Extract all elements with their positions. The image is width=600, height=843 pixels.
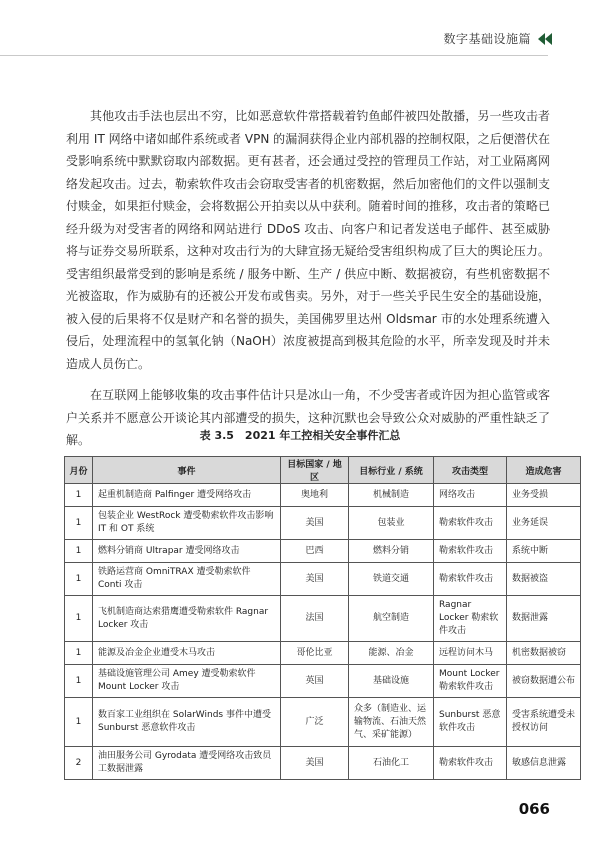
event-cell: 铁路运营商 OmniTRAX 遭受勒索软件 Conti 攻击 bbox=[93, 563, 281, 596]
double-chevron-left-icon bbox=[538, 33, 552, 45]
impact-cell: 受害系统遭受未授权访问 bbox=[507, 698, 581, 747]
table-row bbox=[65, 698, 581, 747]
country-cell: 广泛 bbox=[281, 698, 349, 747]
section-title: 数字基础设施篇 bbox=[443, 32, 531, 46]
attack-type-cell: Mount Locker 勒索软件攻击 bbox=[434, 665, 507, 698]
event-cell: 油田服务公司 Gyrodata 遭受网络攻击致员工数据泄露 bbox=[93, 747, 281, 780]
attack-type-cell: 勒索软件攻击 bbox=[434, 563, 507, 596]
column-header: 目标国家 / 地区 bbox=[281, 457, 349, 484]
table-row bbox=[65, 563, 581, 596]
paragraph: 在互联网上能够收集的攻击事件估计只是冰山一角，不少受害者或许因为担心监管或客户关系并不愿意公开谈论其内部遭受的损失，这种沉默也会导致公众对威胁的严重性缺乏了解。 bbox=[66, 388, 550, 447]
attack-type-cell: Ragnar Locker 勒索软件攻击 bbox=[434, 596, 507, 642]
country-cell: 巴西 bbox=[281, 540, 349, 563]
incident-table bbox=[64, 456, 581, 780]
month-cell: 1 bbox=[65, 563, 93, 596]
table-caption: 表 3.5 2021 年工控相关安全事件汇总 bbox=[199, 429, 401, 442]
industry-cell: 包装业 bbox=[349, 507, 434, 540]
table-row bbox=[65, 540, 581, 563]
table-row bbox=[65, 507, 581, 540]
country-cell: 美国 bbox=[281, 747, 349, 780]
attack-type-cell: 勒索软件攻击 bbox=[434, 747, 507, 780]
industry-cell: 能源、冶金 bbox=[349, 642, 434, 665]
table-body bbox=[65, 484, 581, 780]
body-text bbox=[66, 105, 550, 461]
industry-cell: 燃料分销 bbox=[349, 540, 434, 563]
event-cell: 起重机制造商 Palfinger 遭受网络攻击 bbox=[93, 484, 281, 507]
country-cell: 英国 bbox=[281, 665, 349, 698]
table-row bbox=[65, 642, 581, 665]
column-header: 事件 bbox=[93, 457, 281, 484]
impact-cell: 数据泄露 bbox=[507, 596, 581, 642]
country-cell: 哥伦比亚 bbox=[281, 642, 349, 665]
table-row bbox=[65, 596, 581, 642]
impact-cell: 被窃数据遭公布 bbox=[507, 665, 581, 698]
incident-table-container bbox=[64, 456, 576, 780]
event-cell: 数百家工业组织在 SolarWinds 事件中遭受 Sunburst 恶意软件攻击 bbox=[93, 698, 281, 747]
industry-cell: 众多（制造业、运输物流、石油天然气、采矿能源） bbox=[349, 698, 434, 747]
industry-cell: 航空制造 bbox=[349, 596, 434, 642]
attack-type-cell: 勒索软件攻击 bbox=[434, 507, 507, 540]
event-cell: 燃料分销商 Ultrapar 遭受网络攻击 bbox=[93, 540, 281, 563]
impact-cell: 敏感信息泄露 bbox=[507, 747, 581, 780]
event-cell: 包装企业 WestRock 遭受勒索软件攻击影响 IT 和 OT 系统 bbox=[93, 507, 281, 540]
country-cell: 奥地利 bbox=[281, 484, 349, 507]
industry-cell: 石油化工 bbox=[349, 747, 434, 780]
table-row bbox=[65, 665, 581, 698]
attack-type-cell: 远程访问木马 bbox=[434, 642, 507, 665]
month-cell: 1 bbox=[65, 665, 93, 698]
event-cell: 能源及冶金企业遭受木马攻击 bbox=[93, 642, 281, 665]
impact-cell: 业务延误 bbox=[507, 507, 581, 540]
table-row bbox=[65, 484, 581, 507]
country-cell: 美国 bbox=[281, 507, 349, 540]
impact-cell: 数据被盗 bbox=[507, 563, 581, 596]
impact-cell: 业务受损 bbox=[507, 484, 581, 507]
month-cell: 1 bbox=[65, 507, 93, 540]
table-row bbox=[65, 747, 581, 780]
month-cell: 1 bbox=[65, 642, 93, 665]
paragraph: 其他攻击手法也层出不穷，比如恶意软件常搭载着钓鱼邮件被四处散播，另一些攻击者利用 IT 网络中诸如邮件系统或者 VPN 的漏洞获得企业内部机器的控制权限，之后便潜伏在受影响系统中默默窃取内部数据。更有甚者，还会通过受控的管理员工作站，对工业隔离网络发起攻击。过去，勒索软件攻击会窃取受害者的机密数据，然后加密他们的文件以强制支付赎金，如果拒付赎金，会将数据公开拍卖以从中获利。随着时间的推移，攻击者的策略已经升级为对受害者的网络和网站进行 DDoS 攻击、向客户和记者发送电子邮件、甚至威胁将与证券交易所联系，这种对攻击行为的大肆宣扬无疑给受害组织构成了巨大的舆论压力。受害组织最常受到的影响是系统 / 服务中断、生产 / 供应中断、数据被窃，有些机密数据不光被盗取，作为威胁有的还被公开发布或售卖。另外，对于一些关乎民生安全的基础设施，被入侵的后果将不仅是财产和名誉的损失，美国佛罗里达州 Oldsmar 市的水处理系统遭入侵后，处理流程中的氢氧化钠（NaOH）浓度被提高到极其危险的水平，所幸发现及时并未造成人员伤亡。 bbox=[66, 109, 550, 371]
month-cell: 1 bbox=[65, 698, 93, 747]
industry-cell: 机械制造 bbox=[349, 484, 434, 507]
month-cell: 1 bbox=[65, 596, 93, 642]
table-header-row bbox=[65, 457, 581, 484]
column-header: 攻击类型 bbox=[434, 457, 507, 484]
page-number: 066 bbox=[518, 800, 550, 818]
country-cell: 美国 bbox=[281, 563, 349, 596]
column-header: 造成危害 bbox=[507, 457, 581, 484]
attack-type-cell: 勒索软件攻击 bbox=[434, 540, 507, 563]
attack-type-cell: 网络攻击 bbox=[434, 484, 507, 507]
month-cell: 1 bbox=[65, 540, 93, 563]
column-header: 目标行业 / 系统 bbox=[349, 457, 434, 484]
month-cell: 1 bbox=[65, 484, 93, 507]
event-cell: 飞机制造商达索猎鹰遭受勒索软件 Ragnar Locker 攻击 bbox=[93, 596, 281, 642]
running-header bbox=[443, 30, 552, 47]
industry-cell: 铁道交通 bbox=[349, 563, 434, 596]
event-cell: 基础设施管理公司 Amey 遭受勒索软件 Mount Locker 攻击 bbox=[93, 665, 281, 698]
attack-type-cell: Sunburst 恶意软件攻击 bbox=[434, 698, 507, 747]
country-cell: 法国 bbox=[281, 596, 349, 642]
industry-cell: 基础设施 bbox=[349, 665, 434, 698]
impact-cell: 系统中断 bbox=[507, 540, 581, 563]
column-header: 月份 bbox=[65, 457, 93, 484]
header-divider bbox=[0, 55, 548, 56]
month-cell: 2 bbox=[65, 747, 93, 780]
impact-cell: 机密数据被窃 bbox=[507, 642, 581, 665]
